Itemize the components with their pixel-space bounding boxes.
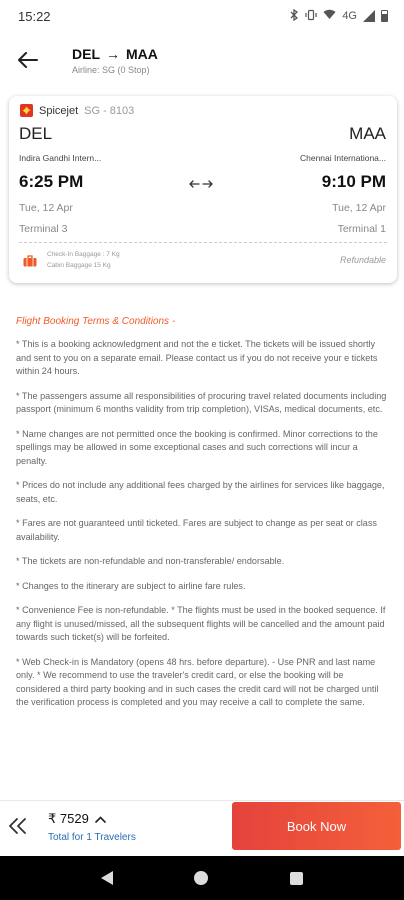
- terms-item: * Web Check-in is Mandatory (opens 48 hrs. before departure). - Use PNR and last name only. * We recommend to use the traveler's credit card, or else the booking will be considered a third party booking and in such cases the credit card will not be charged until the verification process is completed and you may receive a call to complete the same.: [16, 656, 379, 707]
- network-label: 4G: [342, 10, 357, 22]
- flight-number: SG - 8103: [84, 104, 135, 117]
- arrival-date: Tue, 12 Apr: [332, 202, 386, 214]
- price-toggle[interactable]: [48, 811, 106, 827]
- card-divider: [19, 242, 387, 243]
- wifi-icon: [323, 9, 336, 23]
- bluetooth-icon: [290, 9, 299, 24]
- nav-back-icon[interactable]: [101, 871, 113, 885]
- header-destination: MAA: [126, 45, 158, 62]
- departure-date: Tue, 12 Apr: [19, 202, 73, 214]
- status-time: 15:22: [18, 8, 51, 24]
- airline-name: Spicejet: [39, 104, 79, 117]
- terms-item: * Name changes are not permitted once the booking is confirmed. Minor corrections to the spellings may be allowed in some exceptional cases and such corrections will incur a penalty.: [16, 428, 378, 466]
- arrival-time: 9:10 PM: [321, 172, 386, 191]
- checkin-baggage: Check-In Baggage : 7 Kg: [47, 251, 120, 258]
- airline-info: Airline: SG (0 Stop): [72, 64, 150, 75]
- destination-code: MAA: [349, 124, 386, 143]
- route-arrow-icon: →: [106, 45, 120, 62]
- refund-status: Refundable: [339, 255, 386, 265]
- destination-airport: Chennai Internationa...: [299, 153, 386, 163]
- luggage-icon: [23, 254, 37, 272]
- origin-airport: Indira Gandhi Intern...: [19, 153, 102, 163]
- terms-item: * This is a booking acknowledgment and not the e ticket. The tickets will be issued shortly and sent to you on a separate email. Please contact us if you do not receive your e tickets within 24 hours.: [16, 339, 378, 376]
- header: [0, 32, 404, 88]
- status-bar: [0, 0, 404, 32]
- battery-icon: [381, 10, 388, 22]
- chevron-up-icon: [95, 816, 106, 823]
- spicejet-logo-icon: [20, 104, 33, 117]
- swap-arrows-icon: [189, 176, 213, 194]
- terms-item: * The tickets are non-refundable and non-transferable/ endorsable.: [16, 556, 285, 566]
- nav-recents-icon[interactable]: [290, 872, 303, 885]
- header-origin: DEL: [72, 45, 100, 62]
- baggage-info: [47, 249, 120, 271]
- terms-item: * The passengers assume all responsibilities of procuring travel related documents including passport (minimum 6 months validity from trip completion), VISAs, medical documents, etc.: [16, 390, 387, 414]
- vibrate-icon: [305, 9, 317, 24]
- travelers-count: Total for 1 Travelers: [48, 832, 136, 843]
- total-price: ₹ 7529: [48, 811, 89, 826]
- book-now-button[interactable]: Book Now: [232, 802, 401, 850]
- nav-home-icon[interactable]: [194, 871, 208, 885]
- terms-section: [16, 316, 390, 721]
- collapse-button[interactable]: [6, 815, 30, 837]
- terms-item: * Fares are not guaranteed until ticketed. Fares are subject to change as per seat or class availability.: [16, 518, 377, 542]
- system-nav-bar: [0, 856, 404, 900]
- arrival-terminal: Terminal 1: [337, 223, 386, 235]
- back-arrow-icon: [18, 52, 38, 68]
- signal-icon: [363, 10, 375, 22]
- terms-item: * Prices do not include any additional fees charged by the airlines for services like baggage, seats, etc.: [16, 480, 385, 504]
- terms-item: * Changes to the itinerary are subject to airline fare rules.: [16, 580, 246, 591]
- bottom-bar: [0, 800, 404, 854]
- double-chevron-left-icon: [8, 818, 28, 834]
- back-button[interactable]: [0, 32, 56, 88]
- departure-terminal: Terminal 3: [19, 223, 68, 235]
- route-summary: [72, 46, 158, 75]
- flight-card: [9, 96, 397, 283]
- airline-row: [20, 104, 134, 117]
- origin-code: DEL: [19, 124, 53, 143]
- terms-item: * Convenience Fee is non-refundable. * The flights must be used in the booked sequence. If any flight is unused/missed, all the subsequent flights will be cancelled and the amount paid towards such ticket(s) will be forfeited.: [16, 605, 386, 642]
- departure-time: 6:25 PM: [19, 172, 84, 191]
- status-icons: [290, 9, 388, 24]
- terms-title: Flight Booking Terms & Conditions -: [16, 316, 176, 327]
- cabin-baggage: Cabin Baggage 15 Kg: [47, 262, 111, 269]
